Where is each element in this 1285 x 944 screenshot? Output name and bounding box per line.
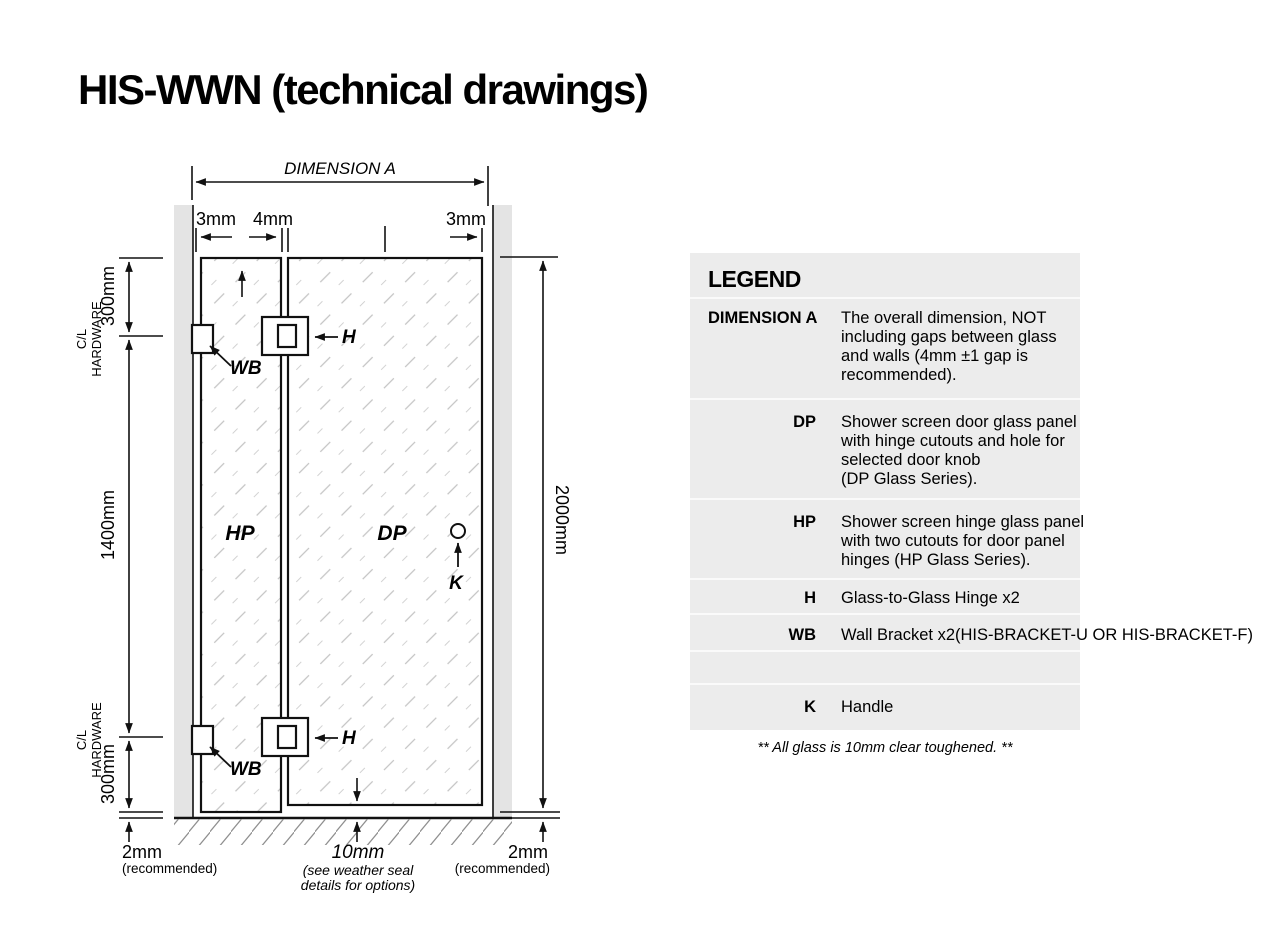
hp-panel-label: HP: [225, 522, 255, 545]
floor-gap-left-label: 2mm: [122, 842, 162, 862]
floor-gap-center-label: 10mm: [331, 842, 385, 863]
top-gap-dimensions: [196, 226, 482, 252]
wall-right: [493, 205, 512, 818]
wall-left: [174, 205, 193, 818]
legend-row-h: [690, 578, 1080, 613]
floor-gap-right-note: (recommended): [454, 861, 550, 876]
legend-desc: The overall dimension, NOT including gaps between glass and walls (4mm ±1 gap is recommended).: [841, 309, 1057, 384]
legend-footnote: ** All glass is 10mm clear toughened. **: [757, 740, 1013, 756]
legend-panel: [690, 253, 1253, 730]
legend-key: K: [804, 698, 816, 716]
legend-key: WB: [788, 626, 816, 644]
legend-desc: Handle: [841, 698, 894, 716]
legend-key: HP: [793, 513, 816, 531]
handle-label: K: [449, 573, 463, 594]
wall-bracket-bottom: [192, 726, 213, 754]
legend-desc: Shower screen hinge glass panel with two cutouts for door panel hinges (HP Glass Series).: [841, 513, 1085, 569]
page-title: HIS-WWN (technical drawings): [78, 66, 648, 113]
wall-bracket-top: [192, 325, 213, 353]
dimension-a-label: DIMENSION A: [284, 159, 396, 178]
technical-drawing: [60, 140, 620, 910]
legend-key: DIMENSION A: [708, 309, 818, 327]
legend-row-empty: [690, 650, 1080, 683]
wall-bracket-bottom-label: WB: [230, 759, 262, 780]
legend-desc: Wall Bracket x2(HIS-BRACKET-U OR HIS-BRACKET-F): [841, 626, 1253, 644]
dim-2000: 2000mm: [552, 484, 572, 556]
floor: [174, 818, 512, 845]
legend-desc: Glass-to-Glass Hinge x2: [841, 589, 1020, 607]
legend-desc: Shower screen door glass panel with hinge cutouts and hole for selected door knob (DP Glass Series).: [841, 413, 1077, 488]
seal-note-line2: details for options): [300, 877, 416, 893]
gap-left-label: 3mm: [196, 209, 236, 229]
legend-row-dimension-a: [690, 297, 1080, 398]
legend-row-hp: [690, 498, 1085, 578]
legend-row-k: [690, 683, 1080, 730]
gap-right-label: 3mm: [446, 209, 486, 229]
wall-bracket-top-label: WB: [230, 358, 262, 379]
floor-gap-right-label: 2mm: [508, 842, 548, 862]
hinge-top-label: H: [342, 327, 356, 348]
seal-note-line1: (see weather seal: [302, 862, 414, 878]
legend-row-dp: [690, 398, 1080, 498]
hinge-bottom: [262, 718, 308, 756]
floor-gap-left-note: (recommended): [122, 861, 218, 876]
legend-header: [690, 253, 1080, 297]
cl-hardware-bottom-2: HARDWARE: [89, 702, 104, 778]
left-dimensions: [119, 258, 163, 842]
legend-title: LEGEND: [708, 266, 801, 292]
cl-hardware-top-1: C/L: [74, 328, 89, 350]
gap-mid-label: 4mm: [253, 209, 293, 229]
legend-row-wb: [690, 613, 1253, 650]
legend-key: H: [804, 589, 816, 607]
dimension-a: [192, 159, 488, 206]
cl-hardware-bottom-1: C/L: [74, 729, 89, 751]
dim-1400: 1400mm: [98, 489, 118, 561]
handle-knob: [451, 524, 465, 538]
dp-panel-label: DP: [377, 522, 407, 545]
cl-hardware-top-2: HARDWARE: [89, 301, 104, 377]
hinge-top: [262, 317, 308, 355]
legend-key: DP: [793, 413, 816, 431]
dim-300-top: 300mm: [98, 265, 118, 327]
dim-300-bottom: 300mm: [98, 743, 118, 805]
hinge-bottom-label: H: [342, 728, 356, 749]
